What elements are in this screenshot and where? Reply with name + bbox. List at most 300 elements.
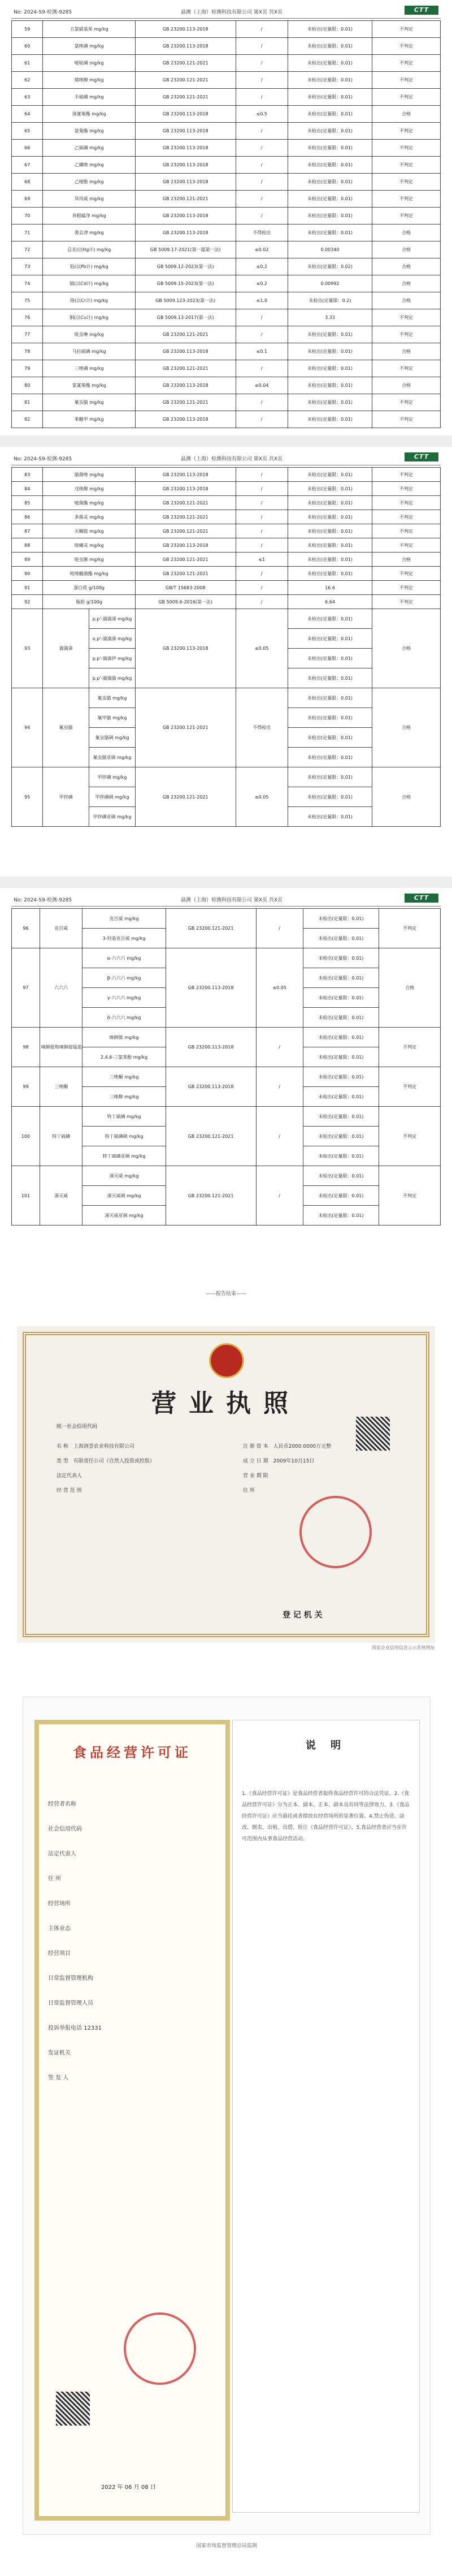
row-number: 67 [12, 157, 43, 174]
row-number: 80 [12, 377, 43, 394]
row-number: 64 [12, 106, 43, 123]
license-title: 营业执照 [151, 1389, 301, 1418]
test-item: 脂肪 g/100g [43, 595, 135, 609]
row-number: 89 [12, 553, 43, 567]
test-item: 溴氰菊酯 mg/kg [43, 106, 135, 123]
rep-label: 法定代表人 [56, 1473, 82, 1479]
test-item: 氟虫腈砜 mg/kg [89, 728, 136, 748]
test-item: p,p'-滴滴伊 mg/kg [89, 649, 136, 668]
judgement: 合格 [379, 948, 441, 1028]
judgement: 合格 [372, 688, 441, 767]
test-result: 未检出(定量限：0.01) [288, 225, 372, 241]
row-number: 60 [12, 38, 43, 55]
license-front [34, 1720, 230, 2521]
credit-code-label: 统一社会信用代码 [56, 1424, 98, 1430]
test-result: 未检出(定量限：0.01) [288, 343, 372, 360]
limit-value: / [236, 567, 288, 581]
judgement: 不判定 [372, 123, 441, 140]
limit-value: / [236, 21, 288, 38]
row-number: 79 [12, 360, 43, 377]
test-item: 三唑酮 mg/kg [82, 1067, 166, 1087]
table-row [12, 241, 441, 258]
test-result: 未检出(定量限：0.01) [303, 909, 379, 929]
notes-title: 说 明 [305, 1740, 347, 1751]
judgement: 合格 [372, 275, 441, 292]
judgement: 不判定 [372, 55, 441, 72]
test-standard: GB 23200.121-2021 [135, 89, 236, 106]
limit-value: / [236, 326, 288, 343]
table-row [12, 1166, 441, 1186]
test-result: 0.00340 [288, 241, 372, 258]
limit-value: / [236, 123, 288, 140]
test-item: 蛋白质 g/100g [43, 581, 135, 595]
test-standard: GB 23200.113-2018 [135, 38, 236, 55]
test-result: 未检出(定量限：0.01) [303, 1067, 379, 1087]
test-item: 三唑磷 mg/kg [43, 360, 135, 377]
test-standard: GB 23200.113-2018 [135, 411, 236, 428]
test-standard: GB 23200.121-2021 [135, 326, 236, 343]
limit-value: / [236, 538, 288, 553]
company-name: 晶测（上海）检测科技有限公司 第X页 共X页 [181, 456, 283, 462]
license-footer: 国家市场监督管理总局监制 [195, 2543, 257, 2549]
test-result: 未检出(定量限：0.01) [288, 326, 372, 343]
limit-value: ≤1 [236, 553, 288, 567]
row-number: 91 [12, 581, 43, 595]
limit-value: / [236, 140, 288, 157]
test-item: 涕灭威亚砜 mg/kg [82, 1206, 166, 1226]
judgement: 不判定 [372, 38, 441, 55]
test-result: 未检出(定量限：0.01) [303, 948, 379, 968]
test-item: 咪鲜胺 mg/kg [82, 1028, 166, 1047]
test-standard: GB 5009.6-2016(第一法) [135, 595, 236, 609]
test-standard: GB 23200.113-2018 [135, 21, 236, 38]
license-field: 法定代表人 [48, 1851, 76, 1857]
row-number: 90 [12, 567, 43, 581]
judgement: 不判定 [372, 191, 441, 208]
license-fields-right [243, 1439, 412, 1498]
ctt-logo: CTT [405, 894, 438, 903]
test-result: 未检出(定量限：0.01) [288, 411, 372, 428]
table-row [12, 275, 441, 292]
limit-value: / [256, 1028, 303, 1067]
test-item: 苯醚甲 mg/kg [43, 411, 135, 428]
limit-value: ≤0.04 [236, 377, 288, 394]
test-item: α-六六六 mg/kg [82, 948, 166, 968]
test-result: 未检出(定量限：0.01) [288, 191, 372, 208]
test-result: 未检出(定量限：0.01) [303, 1047, 379, 1067]
test-result: 未检出(定量限：0.01) [288, 377, 372, 394]
table-row [12, 909, 441, 929]
row-number: 93 [12, 609, 43, 688]
name-value: 上海润荟农业科技有限公司 [73, 1444, 134, 1449]
test-standard: GB 23200.113-2018 [135, 468, 236, 482]
test-standard: GB 5009.15-2023(第一法) [135, 275, 236, 292]
limit-value: / [236, 360, 288, 377]
test-result: 16.6 [288, 581, 372, 595]
table-row [12, 208, 441, 225]
limit-value: ≤1.0 [236, 292, 288, 309]
test-result: 未检出(定量限：0.01) [288, 89, 372, 106]
test-result: 未检出(定量限：0.01) [288, 649, 372, 668]
test-standard: GB 5009.17-2021(第一篇第一法) [135, 241, 236, 258]
company-name: 晶测（上海）检测科技有限公司 第X页 共X页 [181, 10, 283, 15]
test-category: 特丁硫磷 [40, 1107, 82, 1166]
row-number: 65 [12, 123, 43, 140]
test-standard: GB 23200.121-2021 [135, 567, 236, 581]
table-row [12, 688, 441, 708]
test-standard: GB 23200.113-2018 [135, 482, 236, 496]
limit-value: ≤0.2 [236, 275, 288, 292]
license-field: 经营场所 [48, 1901, 71, 1907]
limit-value: / [236, 411, 288, 428]
limit-value: / [236, 38, 288, 55]
table-row [12, 468, 441, 482]
table-row [12, 581, 441, 595]
test-result: 未检出(定量限：0.01) [288, 629, 372, 649]
test-item: 多菌灵 mg/kg [43, 510, 135, 524]
test-result: 未检出(定量限：0.01) [288, 668, 372, 688]
license-field: 投诉举报电话 12331 [48, 2025, 102, 2031]
capital-label: 注 册 资 本 [243, 1444, 268, 1449]
test-result: 未检出(定量限：0.01) [288, 482, 372, 496]
table-row [12, 123, 441, 140]
table-row [12, 377, 441, 394]
limit-value: / [256, 1067, 303, 1107]
test-standard: GB 23200.121-2021 [135, 767, 236, 827]
test-result: 未检出(定量限：0.01) [288, 55, 372, 72]
test-standard: GB 5009.12-2023(第一法) [135, 258, 236, 275]
test-item: 氟虫腈亚砜 mg/kg [89, 748, 136, 767]
test-result: 未检出(定量限：0.01) [303, 1008, 379, 1028]
test-item: 乙硫磷 mg/kg [43, 140, 135, 157]
limit-value: ≤0.2 [236, 258, 288, 275]
judgement: 不判定 [379, 1067, 441, 1107]
judgement: 不判定 [379, 1107, 441, 1166]
report-page-3 [0, 888, 452, 1306]
test-standard: GB 23200.121-2021 [166, 1166, 256, 1226]
table-row [12, 309, 441, 326]
row-number: 95 [12, 767, 43, 827]
test-item: 特丁硫磷 mg/kg [82, 1107, 166, 1127]
row-number: 94 [12, 688, 43, 767]
table-row [12, 225, 441, 241]
test-category: 三唑酮 [40, 1067, 82, 1107]
table-row [12, 72, 441, 89]
license-fields-left [56, 1439, 226, 1498]
judgement: 不判定 [372, 89, 441, 106]
row-number: 81 [12, 394, 43, 411]
limit-value: ≤0.5 [236, 106, 288, 123]
ctt-logo: CTT [405, 6, 438, 15]
test-result: 未检出(定量限：0.01) [288, 208, 372, 225]
test-result: 未检出(定量限：0.01) [288, 38, 372, 55]
license-field: 社会信用代码 [48, 1826, 82, 1832]
judgement: 不判定 [372, 208, 441, 225]
registration-authority: 登 记 机 关 [282, 1611, 323, 1620]
table-row [12, 524, 441, 538]
test-result: 未检出(定量限：0.01) [288, 496, 372, 510]
limit-value: / [236, 208, 288, 225]
limit-value: ≤0.1 [236, 343, 288, 360]
test-item: 嘧菌酯 mg/kg [43, 496, 135, 510]
test-item: 烯唑醇 mg/kg [43, 72, 135, 89]
test-standard: GB 23200.121-2021 [135, 496, 236, 510]
judgement: 合格 [372, 377, 441, 394]
test-result: 未检出(定量限：0.01) [288, 728, 372, 748]
test-result: 未检出(定量限：0.01) [288, 688, 372, 708]
limit-value: ≤0.02 [236, 241, 288, 258]
official-seal-icon [299, 1496, 372, 1568]
judgement: 不判定 [372, 157, 441, 174]
table-row [12, 609, 441, 629]
test-category: 滴滴涕 [43, 609, 89, 688]
test-result: 未检出(定量限：0.01) [288, 106, 372, 123]
test-item: 灭蝇胺 mg/kg [43, 524, 135, 538]
type-value: 有限责任公司（自然人投资或控股） [73, 1459, 155, 1464]
row-number: 85 [12, 496, 43, 510]
test-result: 未检出(定量限：0.01) [288, 524, 372, 538]
judgement: 合格 [372, 241, 441, 258]
table-row [12, 292, 441, 309]
capital-value: 人民币2000.0000万元整 [273, 1444, 332, 1449]
table-row [12, 553, 441, 567]
limit-value: / [236, 468, 288, 482]
test-item: 铜(以Cu计) mg/kg [43, 309, 135, 326]
test-standard: GB 23200.121-2021 [135, 72, 236, 89]
limit-value: ≤0.05 [236, 767, 288, 827]
test-item: 涕灭威 mg/kg [82, 1166, 166, 1186]
test-standard: GB 23200.113-2018 [135, 208, 236, 225]
table-row [12, 191, 441, 208]
row-number: 86 [12, 510, 43, 524]
test-standard: GB 23200.113-2018 [135, 343, 236, 360]
table-row [12, 21, 441, 38]
test-category: 六六六 [40, 948, 82, 1028]
table-row [12, 595, 441, 609]
table-row [12, 538, 441, 553]
results-table-1 [11, 20, 441, 428]
test-item: 嘧啶磷 mg/kg [43, 55, 135, 72]
table-row [12, 1028, 441, 1047]
row-number: 68 [12, 174, 43, 191]
test-result: 未检出(定量限：0.01) [288, 174, 372, 191]
test-standard: GB 5009.13-2017(第一法) [135, 309, 236, 326]
test-item: 异稻瘟净 mg/kg [43, 208, 135, 225]
test-standard: GB 23200.121-2021 [166, 909, 256, 948]
test-result: 未检出(定量限：0.01) [303, 1028, 379, 1047]
test-item: 特丁硫磷亚砜 mg/kg [82, 1146, 166, 1166]
limit-value: / [236, 191, 288, 208]
judgement: 不判定 [372, 411, 441, 428]
table-row [12, 411, 441, 428]
page-header [11, 450, 441, 465]
judgement: 不判定 [379, 909, 441, 948]
row-number: 97 [12, 948, 40, 1028]
limit-value: / [236, 72, 288, 89]
limit-value: ≤0.05 [236, 609, 288, 688]
test-result: 未检出(定量限：0.01) [303, 968, 379, 988]
test-result: 0.00992 [288, 275, 372, 292]
judgement: 不判定 [372, 468, 441, 482]
term-label: 营 业 期 限 [243, 1473, 268, 1479]
license-field: 经营项目 [48, 1951, 71, 1957]
judgement: 不判定 [372, 524, 441, 538]
test-item: β-六六六 mg/kg [82, 968, 166, 988]
table-row [12, 1107, 441, 1127]
test-standard: GB 23200.113-2018 [135, 106, 236, 123]
test-result: 未检出(定量限：0.01) [303, 1206, 379, 1226]
test-standard: GB 23200.113-2018 [135, 538, 236, 553]
table-row [12, 157, 441, 174]
table-row [12, 948, 441, 968]
test-standard: GB 23200.113-2018 [135, 225, 236, 241]
test-item: 甲拌磷 mg/kg [89, 767, 136, 787]
table-row [12, 140, 441, 157]
results-table-3 [11, 908, 441, 1226]
test-item: γ-六六六 mg/kg [82, 988, 166, 1008]
test-item: 乙螨唑 mg/kg [43, 157, 135, 174]
test-item: 氯唑磷 mg/kg [43, 38, 135, 55]
test-item: p,p'-滴滴滴 mg/kg [89, 668, 136, 688]
license-field: 发证机关 [48, 2050, 71, 2056]
judgement: 不判定 [372, 174, 441, 191]
test-result: 未检出(定量限：0.01) [288, 123, 372, 140]
test-item: o,p'-滴滴涕 mg/kg [89, 629, 136, 649]
row-number: 98 [12, 1028, 40, 1067]
test-item: 丰硫磷 mg/kg [43, 89, 135, 106]
judgement: 不判定 [372, 510, 441, 524]
test-result: 未检出(定量限：0.2) [288, 292, 372, 309]
table-row [12, 343, 441, 360]
test-standard: GB 23200.113-2018 [135, 377, 236, 394]
table-row [12, 326, 441, 343]
limit-value: / [236, 524, 288, 538]
row-number: 73 [12, 258, 43, 275]
row-number: 96 [12, 909, 40, 948]
row-number: 100 [12, 1107, 40, 1166]
doc-number: No: 2024-S9-检测-9285 [14, 10, 72, 15]
test-item: 吡唑醚菌酯 mg/kg [43, 567, 135, 581]
limit-value: / [236, 394, 288, 411]
row-number: 83 [12, 468, 43, 482]
table-row [12, 89, 441, 106]
test-item: 乙嘧酚 mg/kg [43, 174, 135, 191]
type-label: 类 型 [56, 1459, 68, 1464]
test-standard: GB 23200.113-2018 [135, 157, 236, 174]
report-page-2 [0, 447, 452, 877]
test-standard: GB 23200.121-2021 [135, 524, 236, 538]
test-result: 未检出(定量限：0.01) [288, 21, 372, 38]
test-result: 未检出(定量限：0.01) [288, 157, 372, 174]
limit-value: / [236, 510, 288, 524]
report-page-1 [0, 0, 452, 435]
national-emblem-icon [209, 1343, 244, 1378]
test-standard: GB 23200.113-2018 [135, 123, 236, 140]
test-item: 克百威 mg/kg [82, 909, 166, 929]
test-item: 铅(以Pb计) mg/kg [43, 258, 135, 275]
row-number: 70 [12, 208, 43, 225]
test-result: 未检出(定量限：0.01) [288, 553, 372, 567]
test-item: 特丁硫磷砜 mg/kg [82, 1127, 166, 1146]
row-number: 87 [12, 524, 43, 538]
table-row [12, 106, 441, 123]
test-item: 戊唑醇 mg/kg [43, 482, 135, 496]
row-number: 72 [12, 241, 43, 258]
test-item: p,p'-滴滴涕 mg/kg [89, 609, 136, 629]
test-item: 涕灭威砜 mg/kg [82, 1186, 166, 1206]
limit-value: / [236, 174, 288, 191]
doc-number: No: 2024-S9-检测-9285 [14, 456, 72, 462]
judgement: 不判定 [379, 1166, 441, 1226]
judgement: 不判定 [372, 72, 441, 89]
license-field: 经营者名称 [48, 1801, 76, 1807]
judgement: 合格 [372, 225, 441, 241]
food-business-license [23, 1697, 431, 2549]
license-footnote: 国家企业信用信息公示系统网址 [372, 1645, 435, 1650]
row-number: 75 [12, 292, 43, 309]
row-number: 63 [12, 89, 43, 106]
license-field: 主体业态 [48, 1926, 71, 1932]
test-result: 未检出(定量限：0.01) [288, 510, 372, 524]
test-item: 3-羟基克百威 mg/kg [82, 929, 166, 948]
judgement: 不判定 [372, 482, 441, 496]
test-standard: GB 5009.123-2023(第一法) [135, 292, 236, 309]
row-number: 66 [12, 140, 43, 157]
test-standard: GB/T 15683-2008 [135, 581, 236, 595]
test-result: 未检出(定量限：0.01) [288, 360, 372, 377]
test-standard: GB 23200.121-2021 [135, 191, 236, 208]
test-result: 未检出(定量限：0.02) [288, 258, 372, 275]
test-result: 未检出(定量限：0.01) [288, 748, 372, 767]
row-number: 61 [12, 55, 43, 72]
test-item: 总汞(以Hg计) mg/kg [43, 241, 135, 258]
test-result: 未检出(定量限：0.01) [288, 787, 372, 807]
table-row [12, 174, 441, 191]
license-field: 日常监督管理人员 [48, 2000, 93, 2007]
test-result: 未检出(定量限：0.01) [303, 1186, 379, 1206]
page-header [11, 3, 441, 19]
row-number: 76 [12, 309, 43, 326]
test-category: 咪鲜胺和咪鲜胺锰盐 [40, 1028, 82, 1067]
row-number: 99 [12, 1067, 40, 1107]
limit-value: 不得检出 [236, 225, 288, 241]
judgement: 不判定 [372, 581, 441, 595]
judgement: 合格 [372, 292, 441, 309]
test-item: 氟虫腈 mg/kg [89, 688, 136, 708]
test-item: 氯菊酯 mg/kg [43, 123, 135, 140]
test-item: 莠去津 mg/kg [43, 225, 135, 241]
license-field: 日常监督管理机构 [48, 1975, 93, 1982]
test-result: 未检出(定量限：0.01) [288, 767, 372, 787]
license-notes-panel [232, 1720, 420, 2513]
test-item: 甲拌磷亚砜 mg/kg [89, 807, 136, 827]
row-number: 101 [12, 1166, 40, 1226]
limit-value: / [256, 909, 303, 948]
test-standard: GB 23200.113-2018 [166, 1067, 256, 1107]
row-number: 82 [12, 411, 43, 428]
limit-value: / [236, 89, 288, 106]
license-title: 食品经营许可证 [73, 1745, 192, 1761]
limit-value: ≤0.05 [256, 948, 303, 1028]
test-result: 未检出(定量限：0.01) [288, 394, 372, 411]
issue-date: 2022 年 06 月 08 日 [101, 2484, 156, 2491]
test-result: 未检出(定量限：0.01) [303, 929, 379, 948]
results-table-2 [11, 467, 441, 827]
limit-value: / [256, 1166, 303, 1226]
judgement: 合格 [372, 106, 441, 123]
table-row [12, 38, 441, 55]
test-result: 未检出(定量限：0.01) [303, 988, 379, 1008]
